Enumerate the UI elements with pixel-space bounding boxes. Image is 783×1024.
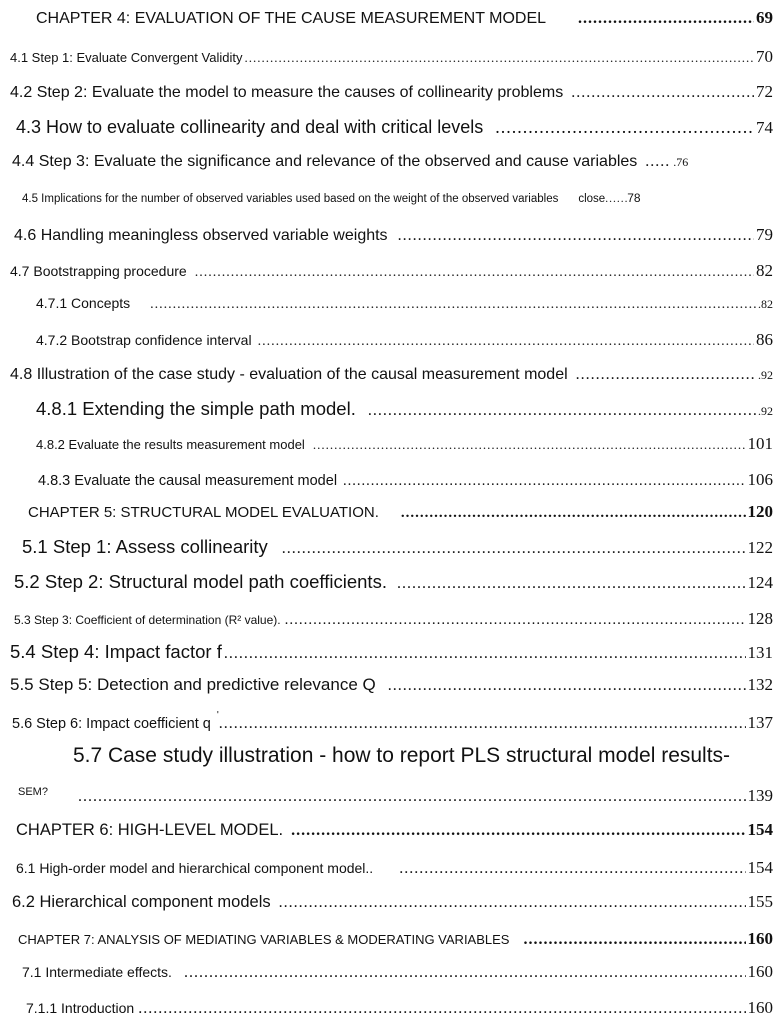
toc-leader-dots xyxy=(138,1000,745,1018)
toc-leader-dots xyxy=(219,715,746,733)
toc-entry-title: 7.1 Intermediate effects. xyxy=(22,964,172,980)
toc-entry-page: 86 xyxy=(756,330,773,349)
toc-leader-dots xyxy=(401,505,746,522)
toc-leader-dots xyxy=(343,473,745,490)
toc-entry-page: 106 xyxy=(747,470,773,489)
toc-entry-superscript: ' xyxy=(216,710,219,721)
toc-entry-title: 4.4 Step 3: Evaluate the significance and relevance of the observed and cause variables xyxy=(12,153,638,170)
toc-entry-title: 4.5 Implications for the number of observed variables used based on the weight of the observed variables xyxy=(22,193,559,205)
toc-entry-page: 82 xyxy=(756,261,773,280)
toc-entry-4-7-1 xyxy=(36,295,773,313)
toc-entry-page: 69 xyxy=(756,8,773,27)
toc-entry-4-3 xyxy=(16,117,773,138)
toc-entry-page: 154 xyxy=(747,820,773,839)
toc-entry-4-6 xyxy=(14,225,773,245)
toc-entry-page: 120 xyxy=(747,502,773,521)
toc-entry-6-1 xyxy=(16,858,773,878)
toc-entry-title: 7.1.1 Introduction xyxy=(26,1000,135,1016)
toc-entry-title: 4.1 Step 1: Evaluate Convergent Validity xyxy=(10,50,243,65)
toc-entry-page: 74 xyxy=(756,118,773,137)
toc-entry-title: 4.8.2 Evaluate the results measurement model xyxy=(36,437,305,452)
toc-leader-dots xyxy=(388,677,746,695)
toc-leader-dots xyxy=(282,540,746,558)
toc-entry-7-1 xyxy=(22,962,773,982)
toc-leader-dots xyxy=(78,788,746,806)
toc-entry-title: 4.8.1 Extending the simple path model. xyxy=(36,398,356,419)
toc-entry-5-7 xyxy=(0,744,783,768)
toc-entry-page: 78 xyxy=(627,191,641,205)
toc-leader-dots xyxy=(523,931,745,949)
toc-entry-page: 137 xyxy=(747,713,773,732)
toc-entry-page: .92 xyxy=(758,404,773,418)
toc-entry-7-1-1 xyxy=(26,998,773,1018)
toc-entry-4-4 xyxy=(12,153,773,171)
toc-entry-4-8 xyxy=(10,366,773,384)
toc-entry-page: .92 xyxy=(758,368,773,382)
toc-entry-title: 4.8 Illustration of the case study - evaluation of the causal measurement model xyxy=(10,366,568,383)
toc-leader-dots xyxy=(397,575,746,593)
toc-entry-page: 160 xyxy=(747,929,773,948)
toc-entry-title: 4.3 How to evaluate collinearity and deal with critical levels xyxy=(16,117,484,137)
toc-entry-title: 5.1 Step 1: Assess collinearity xyxy=(22,536,268,557)
toc-entry-title: 4.2 Step 2: Evaluate the model to measure the causes of collinearity problems xyxy=(10,84,564,101)
toc-entry-5-2 xyxy=(14,571,773,593)
toc-entry-chapter-7 xyxy=(18,929,773,949)
toc-entry-chapter-6 xyxy=(16,820,773,840)
toc-leader-dots xyxy=(279,894,746,912)
toc-entry-chapter-4 xyxy=(36,8,773,28)
toc-leader-dots xyxy=(576,366,756,384)
toc-entry-page: 124 xyxy=(747,573,773,592)
toc-leader-dots xyxy=(571,84,754,102)
toc-leader-dots xyxy=(291,822,745,840)
toc-entry-page: 128 xyxy=(747,609,773,628)
toc-leader-dots xyxy=(578,10,754,28)
toc-entry-page: 160 xyxy=(747,962,773,981)
toc-entry-title: 5.6 Step 6: Impact coefficient q xyxy=(12,716,211,732)
toc-entry-4-8-1 xyxy=(36,398,773,420)
toc-entry-chapter-5 xyxy=(28,502,773,522)
toc-entry-title: 5.2 Step 2: Structural model path coefficients. xyxy=(14,571,387,592)
toc-entry-4-8-2 xyxy=(36,434,773,454)
toc-entry-title: 5.7 Case study illustration - how to report PLS structural model results- xyxy=(72,744,731,767)
toc-entry-page: .76 xyxy=(673,155,689,169)
toc-entry-page: 132 xyxy=(747,675,773,694)
toc-entry-4-8-3 xyxy=(38,470,773,490)
toc-entry-title: 5.5 Step 5: Detection and predictive relevance Q xyxy=(10,675,376,694)
toc-entry-page: 70 xyxy=(756,47,773,66)
toc-entry-5-4 xyxy=(10,641,773,663)
toc-entry-title: 6.1 High-order model and hierarchical component model.. xyxy=(16,860,374,876)
toc-entry-4-2 xyxy=(10,82,773,102)
toc-entry-title: 5.4 Step 4: Impact factor f xyxy=(10,641,222,662)
toc-leader-dots xyxy=(195,265,754,281)
toc-entry-title: 4.8.3 Evaluate the causal measurement model xyxy=(38,473,338,489)
toc-leader-dots xyxy=(398,227,754,245)
toc-entry-page: .82 xyxy=(758,297,773,311)
toc-entry-5-5 xyxy=(10,675,773,695)
toc-leader-dots xyxy=(399,860,745,878)
toc-entry-title: 4.6 Handling meaningless observed variable weights xyxy=(14,227,388,244)
toc-entry-title: 4.7.2 Bootstrap confidence interval xyxy=(36,332,252,348)
toc-entry-4-1 xyxy=(10,47,773,67)
toc-entry-page: 139 xyxy=(747,786,773,805)
toc-entry-page: 79 xyxy=(756,225,773,244)
toc-leader-dots xyxy=(244,50,754,66)
toc-entry-4-5 xyxy=(22,191,773,205)
toc-leader-dots xyxy=(368,402,756,420)
toc-entry-page: 101 xyxy=(747,434,773,453)
toc-entry-title: SEM? xyxy=(18,786,48,798)
toc-leader-dots xyxy=(184,964,746,982)
toc-entry-page: 72 xyxy=(756,82,773,101)
toc-entry-title: 6.2 Hierarchical component models xyxy=(12,893,271,911)
toc-entry-title: CHAPTER 4: EVALUATION OF THE CAUSE MEASUREMENT MODEL xyxy=(36,10,547,27)
toc-entry-page: 160 xyxy=(747,998,773,1017)
toc-entry-4-7 xyxy=(10,261,773,281)
toc-leader-dots xyxy=(495,117,754,138)
toc-entry-page: 155 xyxy=(747,892,773,911)
toc-entry-4-7-2 xyxy=(36,330,773,350)
toc-entry-title: 5.3 Step 3: Coefficient of determination (R² value). xyxy=(14,613,281,627)
toc-entry-title: CHAPTER 7: ANALYSIS OF MEDIATING VARIABLES & MODERATING VARIABLES xyxy=(18,932,510,947)
toc-entry-page: 122 xyxy=(747,538,773,557)
toc-leader-dots xyxy=(605,193,627,205)
toc-entry-title: 4.7.1 Concepts xyxy=(36,295,131,311)
toc-entry-title: 4.7 Bootstrapping procedure xyxy=(10,263,187,279)
toc-leader-dots xyxy=(224,645,746,663)
toc-entry-page: 131 xyxy=(747,643,773,662)
toc-leader-dots xyxy=(258,334,754,350)
toc-entry-5-3 xyxy=(14,609,773,629)
toc-entry-title: CHAPTER 6: HIGH-LEVEL MODEL. xyxy=(16,821,284,839)
toc-leader-dots xyxy=(285,612,746,629)
toc-entry-page: 154 xyxy=(747,858,773,877)
toc-entry-5-7-continued xyxy=(18,786,773,806)
toc-leader-dots xyxy=(150,297,756,313)
toc-leader-dots xyxy=(645,153,671,171)
toc-leader-dots xyxy=(313,437,746,453)
toc-entry-suffix: close xyxy=(578,193,606,205)
toc-entry-5-1 xyxy=(22,536,773,558)
toc-entry-5-6 xyxy=(12,710,773,733)
toc-entry-title: CHAPTER 5: STRUCTURAL MODEL EVALUATION. xyxy=(28,504,379,521)
toc-entry-6-2 xyxy=(12,892,773,912)
